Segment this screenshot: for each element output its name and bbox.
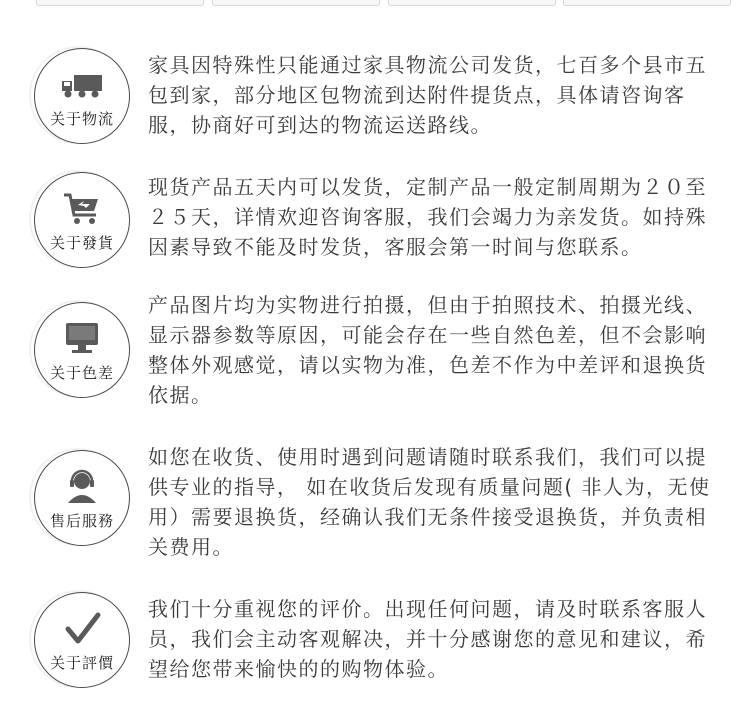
badge-label: 关于評價 [49,654,114,672]
reviews-badge [34,592,130,688]
badge-label: 关于物流 [49,110,114,128]
shipping-badge [34,172,130,268]
shopping-cart-icon [60,191,104,227]
top-tab-4 [563,0,731,6]
info-section-color-difference [0,293,750,422]
monitor-icon [60,321,104,357]
info-section-logistics [0,48,750,168]
section-text: 家具因特殊性只能通过家具物流公司发货，七百多个县市五包到家，部分地区包物流到达附件提货点，具体请咨询客服，协商好可到达的物流运送路线。 [148,53,707,137]
logistics-badge [34,48,130,144]
color-difference-badge [34,302,130,398]
top-tab-2 [212,0,380,6]
section-text: 我们十分重视您的评价。出现任何问题，请及时联系客服人员，我们会主动客观解决，并十分感谢您的意见和建议，希望给您带来愉快的的购物体验。 [148,597,707,681]
delivery-truck-icon [60,67,104,103]
badge-label: 关于色差 [49,364,114,382]
checkmark-icon [60,611,104,647]
top-tab-strip [0,0,750,8]
top-tab-3 [388,0,556,6]
top-tab-1 [36,0,204,6]
section-text: 产品图片均为实物进行拍摄，但由于拍照技术、拍摄光线、显示器参数等原因，可能会存在一些自然色差，但不会影响整体外观感觉，请以实物为准，色差不作为中差评和退换货依据。 [148,293,707,407]
info-section-after-sales [0,445,750,570]
after-sales-badge [34,450,130,546]
info-section-shipping [0,172,750,292]
headset-agent-icon [60,469,104,505]
badge-label: 关于發貨 [49,234,114,252]
info-section-reviews [0,592,750,712]
section-text: 如您在收货、使用时遇到问题请随时联系我们，我们可以提供专业的指导， 如在收货后发现有质量问题( 非人为，无使用）需要退换货，经确认我们无条件接受退换货，并负责相关费用。 [148,445,711,559]
section-text: 现货产品五天内可以发货，定制产品一般定制周期为２０至２５天，详情欢迎咨询客服，我们会竭力为亲发货。如持殊因素导致不能及时发货，客服会第一时间与您联系。 [148,175,707,259]
badge-label: 售后服務 [49,512,114,530]
